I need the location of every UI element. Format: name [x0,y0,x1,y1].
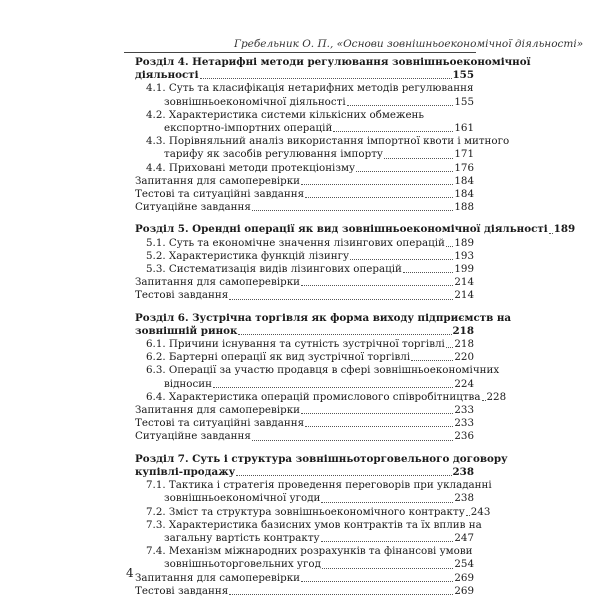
entry-text: зовнішньоторговельних угод [164,558,321,571]
toc-entry[interactable] [135,404,474,417]
entry-text: зовнішній ринок [135,324,238,337]
toc-entry[interactable] [135,351,474,364]
dot-leader [466,515,470,516]
toc-entry[interactable] [135,585,474,598]
toc-entry[interactable] [135,263,474,276]
page-number: 4 [126,566,134,580]
entry-text: Тестові завдання [135,584,229,597]
toc-entry[interactable] [135,532,474,545]
page-ref: 155 [452,69,474,82]
dot-leader [350,259,453,260]
page-ref: 184 [454,174,474,187]
page-ref: 189 [454,236,474,249]
entry-text: 6.4. Характеристика операцій промислового співробітництва [146,390,481,403]
toc-section [135,311,512,444]
page-ref: 233 [454,417,474,430]
entry-text: зовнішньоекономічної діяльності [164,95,346,108]
entry-text: 7.2. Зміст та структура зовнішньоекономічного контракту [146,505,465,518]
dot-leader [301,184,453,185]
dot-leader [482,400,486,401]
toc-entry[interactable] [135,96,474,109]
page-ref: 236 [454,430,474,443]
dot-leader [236,475,451,476]
toc-entry-line: 7.4. Механізм міжнародних розрахунків та фінансові умови [146,545,473,558]
dot-leader [347,105,454,106]
dot-leader [301,285,453,286]
dot-leader [301,581,453,582]
entry-text: купівлі-продажу [135,465,236,478]
page-ref: 155 [454,95,474,108]
page-ref: 189 [553,223,576,236]
running-header: Гребельник О. П., «Основи зовнішньоекономічної діяльності» [234,38,584,50]
dot-leader [446,246,453,247]
toc-entry-line: 7.3. Характеристика базисних умов контрактів та їх вплив на [146,518,482,531]
dot-leader [252,210,453,211]
section-title[interactable] [135,466,474,479]
toc-entry[interactable] [135,188,474,201]
entry-text: діяльності [135,69,199,82]
page-ref: 243 [470,505,491,518]
dot-leader [238,334,451,335]
page-ref: 161 [454,122,474,135]
dot-leader [322,568,453,569]
page-ref: 214 [454,289,474,302]
dot-leader [446,347,454,348]
page-ref: 193 [454,249,474,262]
section-title-line: Розділ 6. Зустрічна торгівля як форма виходу підприємств на [135,311,512,324]
entry-text: зовнішньоекономічної угоди [164,492,321,505]
toc-entry[interactable] [135,250,474,263]
entry-text: 4.4. Приховані методи протекціонізму [146,161,356,174]
dot-leader [411,360,453,361]
entry-text: 5.2. Характеристика функцій лізингу [146,249,350,262]
entry-text: тарифу як засобів регулювання імпорту [164,148,383,161]
toc-entry[interactable] [135,378,474,391]
entry-text: Запитання для самоперевірки [135,404,300,417]
toc-section [135,223,576,302]
entry-text: Тестові та ситуаційні завдання [135,188,305,201]
dot-leader [384,158,453,159]
toc-entry[interactable] [135,558,474,571]
toc-entry[interactable] [135,505,491,519]
entry-text: відносин [164,377,212,390]
page-ref: 184 [454,188,474,201]
section-title-line: Розділ 4. Нетарифні методи регулювання зовнішньоекономічної [135,56,531,68]
dot-leader [200,78,452,79]
entry-text: Тестові та ситуаційні завдання [135,417,305,430]
toc-entry[interactable] [135,148,474,161]
toc-entry[interactable] [135,289,474,302]
dot-leader [301,413,453,414]
entry-text: Запитання для самоперевірки [135,571,300,584]
table-of-contents [135,56,576,598]
section-title[interactable] [135,69,474,82]
entry-text: 6.1. Причини існування та сутність зустрічної торгівлі [146,338,445,351]
header-rule [124,52,476,53]
page-ref: 238 [454,492,474,505]
toc-entry[interactable] [135,201,474,214]
dot-leader [252,440,453,441]
entry-text: Запитання для самоперевірки [135,174,300,187]
dot-leader [403,272,453,273]
dot-leader [549,233,553,234]
section-title-line: Розділ 7. Суть і структура зовнішньоторговельного договору [135,452,508,465]
toc-entry[interactable] [135,175,474,188]
dot-leader [321,541,454,542]
toc-entry[interactable] [135,572,474,585]
page-ref: 171 [454,148,474,161]
toc-entry[interactable] [135,276,474,289]
page-ref: 214 [454,276,474,289]
entry-text: 6.2. Бартерні операції як вид зустрічної торгівлі [146,351,411,364]
section-title[interactable] [135,325,474,338]
dot-leader [321,502,453,503]
dot-leader [229,299,453,300]
page-ref: 220 [454,351,474,364]
page-ref: 224 [454,377,474,390]
entry-text: Запитання для самоперевірки [135,276,300,289]
page-ref: 238 [452,465,474,478]
dot-leader [305,426,453,427]
page-ref: 218 [452,324,474,337]
page-ref: 269 [454,571,474,584]
page-ref: 254 [454,558,474,571]
page-ref: 218 [454,338,474,351]
toc-entry[interactable] [135,430,474,443]
dot-leader [213,387,453,388]
toc-entry[interactable] [135,417,474,430]
entry-text: 5.3. Систематизація видів лізингових операцій [146,263,402,276]
toc-entry[interactable] [135,492,474,505]
toc-section [135,452,508,598]
toc-entry-line: 6.3. Операції за участю продавця в сфері зовнішньоекономічних [146,364,500,377]
entry-text: експортно-імпортних операцій [164,122,333,135]
section-title[interactable] [135,223,576,236]
entry-text: Ситуаційне завдання [135,201,251,214]
entry-text: Розділ 5. Орендні операції як вид зовнішньоекономічної діяльності [135,223,548,236]
toc-entry-line: 4.1. Суть та класифікація нетарифних методів регулювання [146,82,474,95]
page-ref: 228 [486,390,507,403]
toc-entry-line: 4.3. Порівняльний аналіз використання імпортної квоти і митного [146,135,510,148]
toc-entry[interactable] [135,237,474,250]
page-ref: 199 [454,263,474,276]
page-ref: 176 [454,161,474,174]
toc-entry-line: 7.1. Тактика і стратегія проведення переговорів при укладанні [146,479,492,492]
page-ref: 269 [454,584,474,597]
dot-leader [229,594,453,595]
entry-text: 5.1. Суть та економічне значення лізингових операцій [146,236,445,249]
entry-text: загальну вартість контракту [164,531,320,544]
toc-entry-line: 4.2. Характеристика системи кількісних обмежень [146,108,425,121]
entry-text: Ситуаційне завдання [135,430,251,443]
toc-entry[interactable] [135,122,474,135]
dot-leader [356,171,453,172]
entry-text: Тестові завдання [135,289,229,302]
toc-section [135,56,531,214]
dot-leader [333,131,453,132]
page-ref: 247 [454,531,474,544]
page-ref: 188 [454,201,474,214]
toc-entry[interactable] [135,390,507,404]
dot-leader [305,197,453,198]
page-ref: 233 [454,404,474,417]
toc-entry[interactable] [135,338,474,351]
toc-entry[interactable] [135,162,474,175]
